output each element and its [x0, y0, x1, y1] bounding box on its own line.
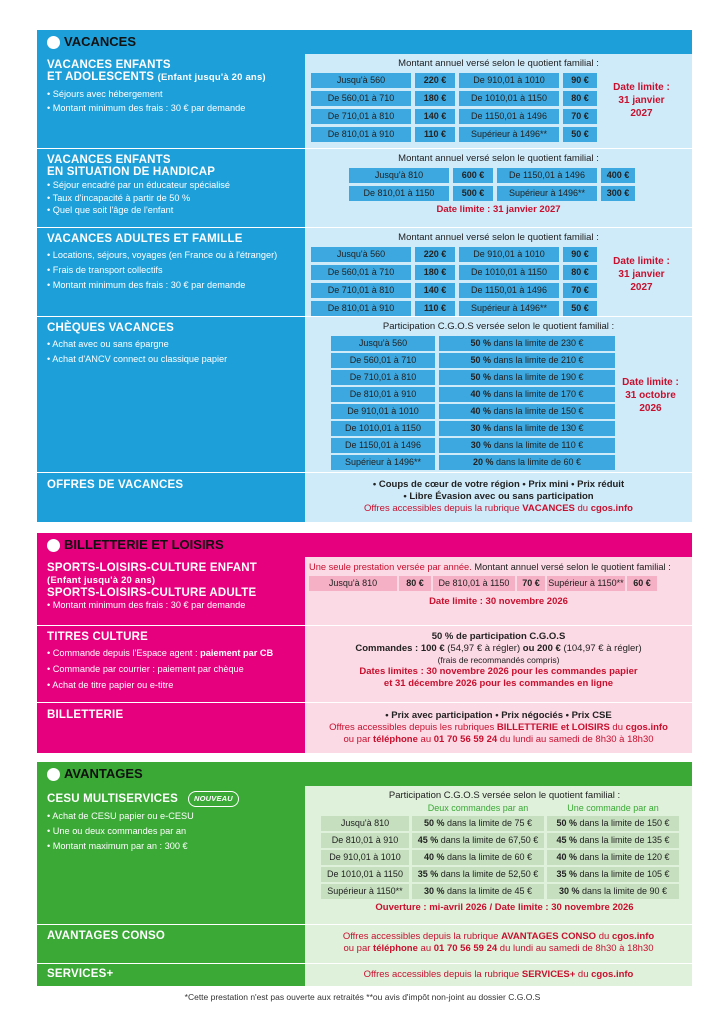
- billetterie-sports-bullets: • Montant minimum des frais : 30 € par demande: [47, 599, 297, 612]
- billetterie-title: BILLETTERIE ET LOISIRS: [64, 537, 224, 552]
- avantages-title: AVANTAGES: [64, 766, 143, 781]
- avantages-cesu-col1: Deux commandes par an: [427, 803, 529, 813]
- billetterie-sports-caption: Une seule prestation versée par année. Montant annuel versé selon le quotient familial :: [309, 562, 671, 572]
- vacances-handicap-bullets: • Séjour encadré par un éducateur spécialisé • Taux d'incapacité à partir de 50 % • Quel que soit l'âge de l'enfant: [47, 179, 297, 217]
- billetterie-titres-title: TITRES CULTURE: [47, 631, 148, 643]
- avantages-conso-title: AVANTAGES CONSO: [47, 930, 166, 942]
- billetterie-sports-table: Jusqu'à 810 80 € De 810,01 à 1150 70 € Supérieur à 1150** 60 €: [309, 576, 688, 591]
- vacances-offres-link[interactable]: Offres accessibles depuis la rubrique VACANCES du cgos.info: [364, 503, 633, 514]
- vacances-adultes-caption: Montant annuel versé selon le quotient familial :: [398, 232, 599, 243]
- billetterie-titres-line4: Dates limites : 30 novembre 2026 pour les commandes papier: [359, 666, 638, 677]
- vacances-cheques-row: [37, 317, 692, 472]
- billetterie-titres-line1: 50 % de participation C.G.O.S: [431, 631, 566, 642]
- vacances-adultes-deadline: Date limite : 31 janvier 2027: [613, 256, 670, 293]
- avantages-section: [37, 762, 692, 986]
- vacances-offres-title: OFFRES DE VACANCES: [47, 479, 184, 491]
- vacances-header: [37, 30, 692, 54]
- vacances-enfants-caption: Montant annuel versé selon le quotient familial :: [398, 58, 599, 69]
- vacances-title: VACANCES: [64, 34, 136, 49]
- vacances-handicap-deadline: Date limite : 31 janvier 2027: [436, 204, 561, 215]
- billetterie-billet-phone[interactable]: ou par téléphone au 01 70 56 59 24 du lundi au samedi de 8h30 à 18h30: [343, 734, 654, 745]
- vacances-section: [37, 30, 692, 522]
- billetterie-header: [37, 533, 692, 557]
- bullet-dot-icon: [47, 768, 60, 781]
- vacances-enfants-title: VACANCES ENFANTS ET ADOLESCENTS (Enfant jusqu'à 20 ans): [47, 59, 266, 83]
- avantages-header: [37, 762, 692, 786]
- vacances-cheques-caption: Participation C.G.O.S versée selon le quotient familial :: [382, 321, 615, 332]
- vacances-adultes-title: VACANCES ADULTES ET FAMILLE: [47, 233, 243, 245]
- nouveau-badge: NOUVEAU: [188, 791, 239, 807]
- vacances-cheques-bullets: • Achat avec ou sans épargne • Achat d'ANCV connect ou classique papier: [47, 337, 297, 367]
- bullet-dot-icon: [47, 36, 60, 49]
- billetterie-billet-link[interactable]: Offres accessibles depuis les rubriques BILLETTERIE et LOISIRS du cgos.info: [329, 722, 668, 733]
- avantages-services-link[interactable]: Offres accessibles depuis la rubrique SERVICES+ du cgos.info: [363, 969, 634, 980]
- vacances-handicap-caption: Montant annuel versé selon le quotient familial :: [398, 153, 599, 164]
- billetterie-titres-bullets: • Commande depuis l'Espace agent : paiement par CB • Commande par courrier : paiement par chèque • Achat de titre papier ou e-titre: [47, 645, 297, 693]
- vacances-enfants-row: [37, 54, 692, 148]
- vacances-adultes-row: [37, 228, 692, 316]
- billetterie-billet-row: [37, 703, 692, 753]
- vacances-enfants-table: Jusqu'à 560 220 € De 910,01 à 1010 90 € De 560,01 à 710 180 € De 1010,01 à 1150 80 € De 710,01 à 810 140 € De 1150,01 à 1496 70 € De 810,01 à 910 110 € Supérieur à 1496** 50 €: [311, 73, 597, 142]
- vacances-offres-row: [37, 473, 692, 522]
- footnote: *Cette prestation n'est pas ouverte aux retraités **ou avis d'impôt non-joint au dossier C.G.O.S: [184, 992, 541, 1002]
- billetterie-sports-deadline: Date limite : 30 novembre 2026: [429, 596, 568, 607]
- billetterie-billet-line1: • Prix avec participation • Prix négociés • Prix CSE: [385, 710, 612, 721]
- avantages-services-title: SERVICES+: [47, 968, 114, 980]
- billetterie-section: [37, 533, 692, 753]
- billetterie-titres-line2: Commandes : 100 € (54,97 € à régler) ou 200 € (104,97 € à régler): [355, 643, 642, 654]
- vacances-cheques-deadline: Date limite : 31 octobre 2026: [622, 377, 679, 414]
- vacances-offres-line2: • Libre Évasion avec ou sans participation: [403, 491, 594, 502]
- billetterie-billet-title: BILLETTERIE: [47, 709, 124, 721]
- vacances-adultes-bullets: • Locations, séjours, voyages (en France ou à l'étranger) • Frais de transport collectifs • Montant minimum des frais : 30 € par demande: [47, 248, 297, 293]
- avantages-cesu-col2: Une commande par an: [567, 803, 659, 813]
- vacances-enfants-deadline: Date limite : 31 janvier 2027: [613, 82, 670, 119]
- billetterie-titres-row: [37, 626, 692, 702]
- bullet-dot-icon: [47, 539, 60, 552]
- avantages-cesu-title: CESU MULTISERVICES NOUVEAU: [47, 791, 297, 807]
- billetterie-sports-row: [37, 557, 692, 625]
- vacances-enfants-bullets: • Séjours avec hébergement • Montant minimum des frais : 30 € par demande: [47, 87, 297, 115]
- avantages-conso-phone[interactable]: ou par téléphone au 01 70 56 59 24 du lundi au samedi de 8h30 à 18h30: [343, 943, 654, 954]
- vacances-cheques-title: CHÈQUES VACANCES: [47, 322, 174, 334]
- avantages-cesu-caption: Participation C.G.O.S versée selon le quotient familial :: [388, 790, 621, 801]
- billetterie-sports-title: SPORTS-LOISIRS-CULTURE ENFANT (Enfant jusqu'à 20 ans) SPORTS-LOISIRS-CULTURE ADULTE: [47, 562, 258, 599]
- avantages-cesu-bullets: • Achat de CESU papier ou e-CESU • Une ou deux commandes par an • Montant maximum par an : 300 €: [47, 809, 297, 854]
- avantages-services-row: [37, 964, 692, 986]
- vacances-handicap-title: VACANCES ENFANTS EN SITUATION DE HANDICAP: [47, 154, 216, 178]
- avantages-conso-row: [37, 925, 692, 963]
- avantages-cesu-deadline: Ouverture : mi-avril 2026 / Date limite : 30 novembre 2026: [375, 902, 634, 913]
- billetterie-titres-line5: et 31 décembre 2026 pour les commandes en ligne: [383, 678, 614, 689]
- vacances-offres-line1: • Coups de cœur de votre région • Prix mini • Prix réduit: [372, 479, 625, 490]
- avantages-cesu-row: [37, 786, 692, 924]
- avantages-cesu-table: Jusqu'à 810 50 % dans la limite de 75 € 50 % dans la limite de 150 € De 810,01 à 910 45 % dans la limite de 67,50 € 45 % dans la limite de 135 € De 910,01 à 1010 40 % dans la limite de 60 € 40 % dans la limite de 120 € De 1010,01 à 1150 35 % dans la limite de 52,50 € 35 % dans la limite de 105 € Supérieur à 1150** 30 % dans la limite de 45 € 30 % dans la limite de 90 €: [321, 816, 688, 899]
- vacances-adultes-table: Jusqu'à 560 220 € De 910,01 à 1010 90 € De 560,01 à 710 180 € De 1010,01 à 1150 80 € De 710,01 à 810 140 € De 1150,01 à 1496 70 € De 810,01 à 910 110 € Supérieur à 1496** 50 €: [311, 247, 597, 316]
- vacances-handicap-row: [37, 149, 692, 227]
- vacances-cheques-table: Jusqu'à 560 50 % dans la limite de 230 € De 560,01 à 710 50 % dans la limite de 210 € De 710,01 à 810 50 % dans la limite de 190 € De 810,01 à 910 40 % dans la limite de 170 € De 910,01 à 1010 40 % dans la limite de 150 € De 1010,01 à 1150 30 % dans la limite de 130 € De 1150,01 à 1496 30 % dans la limite de 110 € Supérieur à 1496** 20 % dans la limite de 60 €: [331, 336, 615, 470]
- billetterie-titres-line3: (frais de recommandés compris): [437, 655, 560, 665]
- vacances-handicap-table: Jusqu'à 810 600 € De 1150,01 à 1496 400 € De 810,01 à 1150 500 € Supérieur à 1496** 300 €: [349, 168, 686, 201]
- avantages-conso-link[interactable]: Offres accessibles depuis la rubrique AVANTAGES CONSO du cgos.info: [342, 931, 655, 942]
